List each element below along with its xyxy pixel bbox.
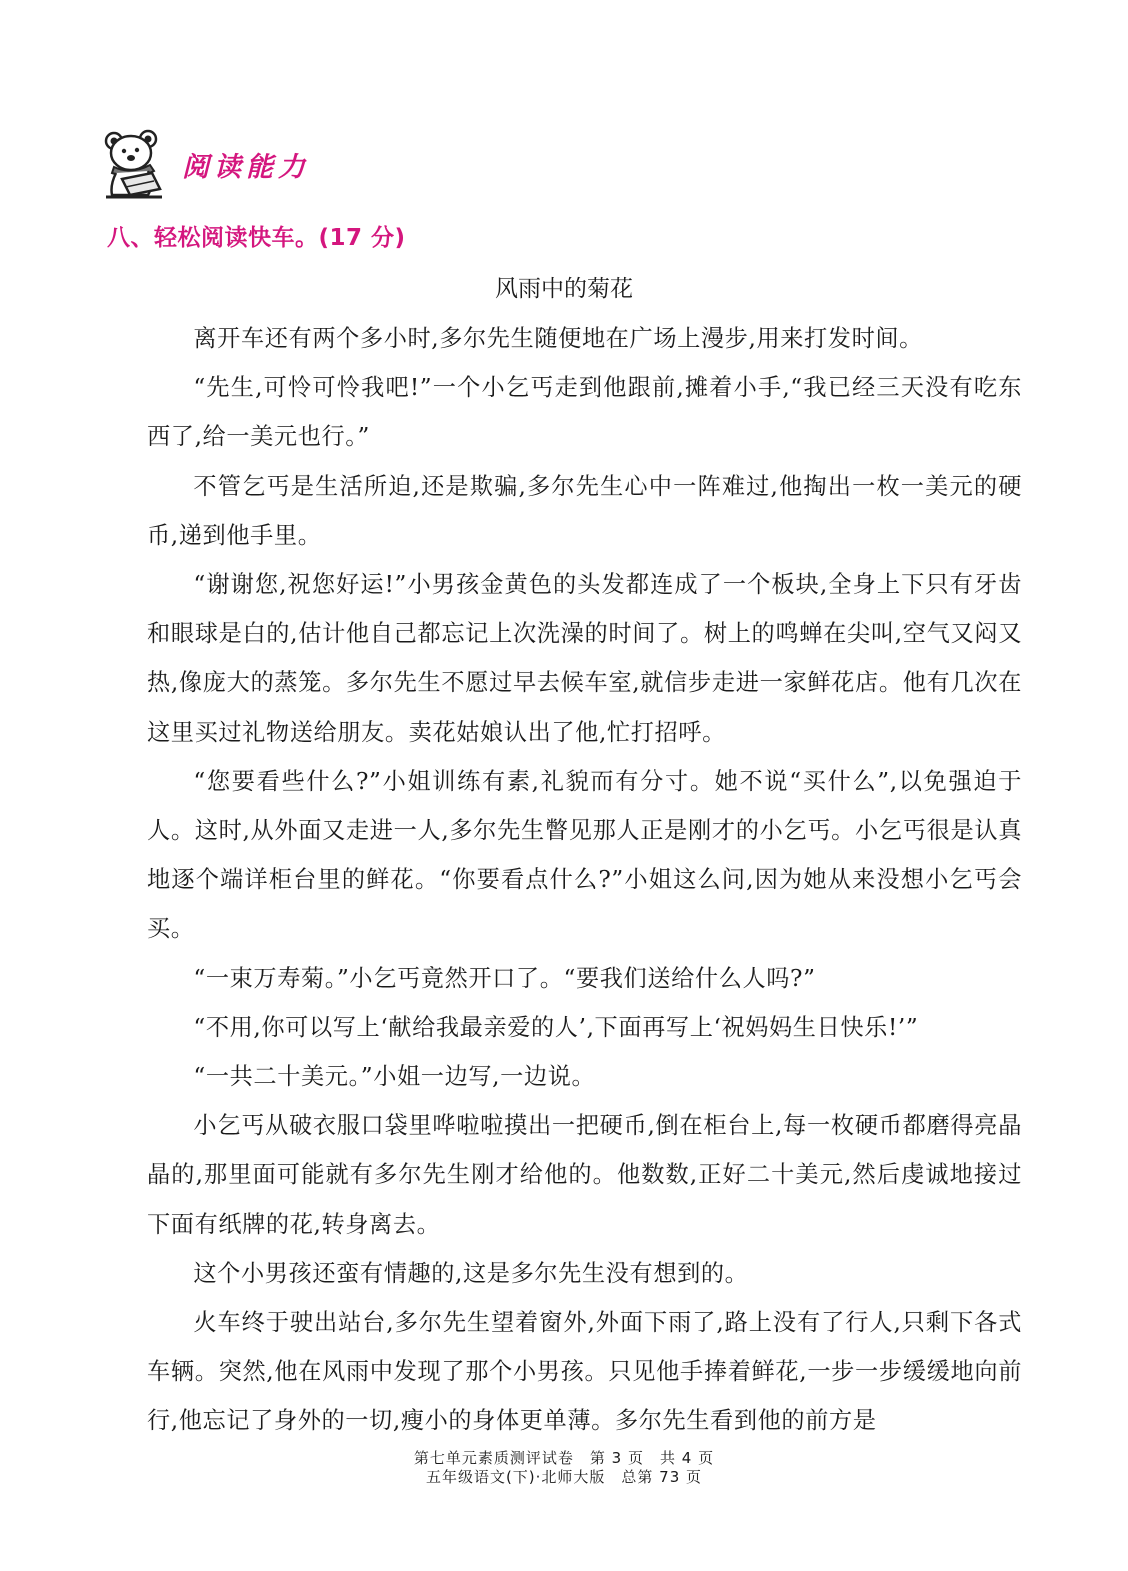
footer-line-2: 五年级语文(下)·北师大版 总第 73 页 (425, 1468, 703, 1486)
page-footer (0, 1449, 1128, 1487)
paragraph: 不管乞丐是生活所迫,还是欺骗,多尔先生心中一阵难过,他掏出一枚一美元的硬币,递到他手里。 (147, 472, 1022, 549)
section-header (104, 128, 310, 200)
bear-reading-book-icon (104, 129, 164, 199)
paragraph: “不用,你可以写上‘献给我最亲爱的人’,下面再写上‘祝妈妈生日快乐!’” (193, 1013, 919, 1041)
paragraph: 离开车还有两个多小时,多尔先生随便地在广场上漫步,用来打发时间。 (193, 325, 923, 352)
article-body (147, 314, 1022, 1446)
section-label: 阅读能力 (182, 151, 310, 183)
paragraph: 火车终于驶出站台,多尔先生望着窗外,外面下雨了,路上没有了行人,只剩下各式车辆。突然,他在风雨中发现了那个小男孩。只见他手捧着鲜花,一步一步缓缓地向前行,他忘记了身外的一切,瘦小的身体更单薄。多尔先生看到他的前方是 (147, 1309, 1022, 1435)
paragraph: “您要看些什么?”小姐训练有素,礼貌而有分寸。她不说“买什么”,以免强迫于人。这时,从外面又走进一人,多尔先生瞥见那人正是刚才的小乞丐。小乞丐很是认真地逐个端详柜台里的鲜花。“你要看点什么?”小姐这么问,因为她从来没想小乞丐会买。 (147, 767, 1022, 943)
paragraph: “一共二十美元。”小姐一边写,一边说。 (193, 1063, 596, 1091)
paragraph: “一束万寿菊。”小乞丐竟然开口了。“要我们送给什么人吗?” (193, 964, 816, 992)
question-title: 八、轻松阅读快车。(17 分) (107, 225, 406, 251)
footer-line-1: 第七单元素质测评试卷 第 3 页 共 4 页 (413, 1449, 715, 1467)
paragraph: “谢谢您,祝您好运!”小男孩金黄色的头发都连成了一个板块,全身上下只有牙齿和眼球是白的,估计他自己都忘记上次洗澡的时间了。树上的鸣蝉在尖叫,空气又闷又热,像庞大的蒸笼。多尔先生不愿过早去候车室,就信步走进一家鲜花店。他有几次在这里买过礼物送给朋友。卖花姑娘认出了他,忙打招呼。 (147, 571, 1022, 746)
paragraph: 小乞丐从破衣服口袋里哗啦啦摸出一把硬币,倒在柜台上,每一枚硬币都磨得亮晶晶的,那里面可能就有多尔先生刚才给他的。他数数,正好二十美元,然后虔诚地接过下面有纸牌的花,转身离去。 (147, 1112, 1022, 1238)
paragraph: 这个小男孩还蛮有情趣的,这是多尔先生没有想到的。 (193, 1259, 749, 1287)
article-title: 风雨中的菊花 (495, 276, 633, 302)
paragraph: “先生,可怜可怜我吧!”一个小乞丐走到他跟前,摊着小手,“我已经三天没有吃东西了,给一美元也行。” (147, 374, 1022, 451)
